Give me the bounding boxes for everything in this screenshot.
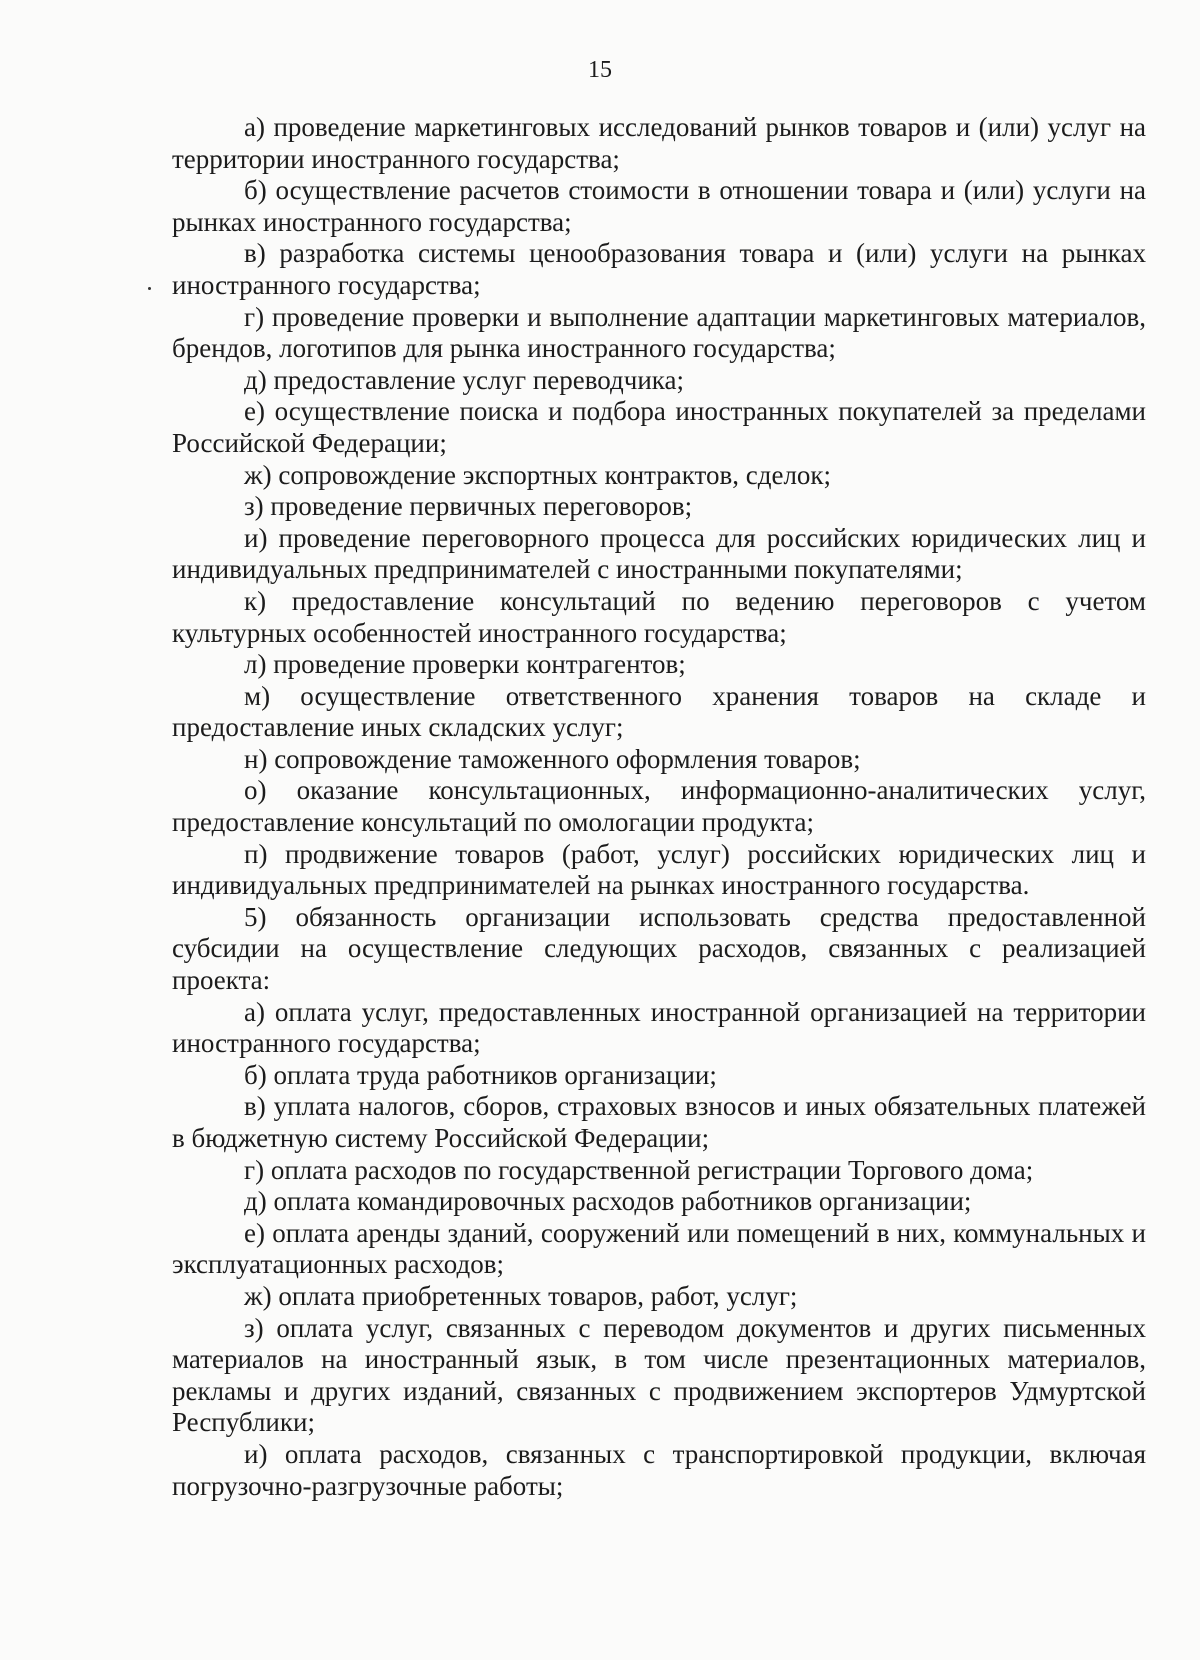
- paragraph: в) разработка системы ценообразования товара и (или) услуги на рынках иностранного государства;: [172, 238, 1146, 300]
- paragraph: г) проведение проверки и выполнение адаптации маркетинговых материалов, брендов, логотипов для рынка иностранного государства;: [172, 301, 1146, 364]
- paragraph: а) проведение маркетинговых исследований рынков товаров и (или) услуг на территории иностранного государства;: [172, 112, 1146, 174]
- paragraph: л) проведение проверки контрагентов;: [244, 649, 686, 680]
- paragraph: ж) оплата приобретенных товаров, работ, услуг;: [244, 1280, 798, 1311]
- paragraph: и) оплата расходов, связанных с транспортировкой продукции, включая погрузочно-разгрузочные работы;: [172, 1438, 1146, 1501]
- paragraph: н) сопровождение таможенного оформления товаров;: [244, 743, 861, 774]
- paragraph: д) оплата командировочных расходов работников организации;: [244, 1186, 972, 1217]
- paragraph: з) проведение первичных переговоров;: [244, 491, 693, 522]
- paragraph: о) оказание консультационных, информационно-аналитических услуг, предоставление консультаций по омологации продукта;: [172, 775, 1146, 838]
- paragraph: б) оплата труда работников организации;: [244, 1059, 717, 1090]
- paragraph: е) осуществление поиска и подбора иностранных покупателей за пределами Российской Федерации;: [172, 396, 1146, 458]
- paragraph: и) проведение переговорного процесса для российских юридических лиц и индивидуальных предпринимателей с иностранными покупателями;: [172, 522, 1146, 585]
- paragraph: к) предоставление консультаций по ведению переговоров с учетом культурных особенностей иностранного государства;: [172, 585, 1146, 648]
- paragraph: г) оплата расходов по государственной регистрации Торгового дома;: [244, 1154, 1034, 1185]
- paragraph: а) оплата услуг, предоставленных иностранной организацией на территории иностранного государства;: [172, 996, 1146, 1059]
- paragraph: м) осуществление ответственного хранения товаров на складе и предоставление иных складских услуг;: [172, 680, 1146, 743]
- document-body: [172, 112, 1146, 1502]
- paragraph: 5) обязанность организации использовать средства предоставленной субсидии на осуществление следующих расходов, связанных с реализацией проекта:: [172, 901, 1146, 996]
- paragraph: з) оплата услуг, связанных с переводом документов и других письменных материалов на иностранный язык, в том числе презентационных материалов, рекламы и других изданий, связанных с продвижением экспортеров Удмуртской Республики;: [172, 1312, 1146, 1438]
- paragraph: в) уплата налогов, сборов, страховых взносов и иных обязательных платежей в бюджетную систему Российской Федерации;: [172, 1091, 1146, 1153]
- paragraph: п) продвижение товаров (работ, услуг) российских юридических лиц и индивидуальных предпринимателей на рынках иностранного государства.: [172, 838, 1146, 901]
- paragraph: ж) сопровождение экспортных контрактов, сделок;: [244, 459, 832, 490]
- page-number: 15: [588, 57, 612, 83]
- paragraph: е) оплата аренды зданий, сооружений или помещений в них, коммунальных и эксплуатационных расходов;: [172, 1217, 1146, 1280]
- scan-speck: [148, 287, 151, 290]
- paragraph: д) предоставление услуг переводчика;: [244, 364, 684, 395]
- paragraph: б) осуществление расчетов стоимости в отношении товара и (или) услуги на рынках иностранного государства;: [172, 175, 1146, 237]
